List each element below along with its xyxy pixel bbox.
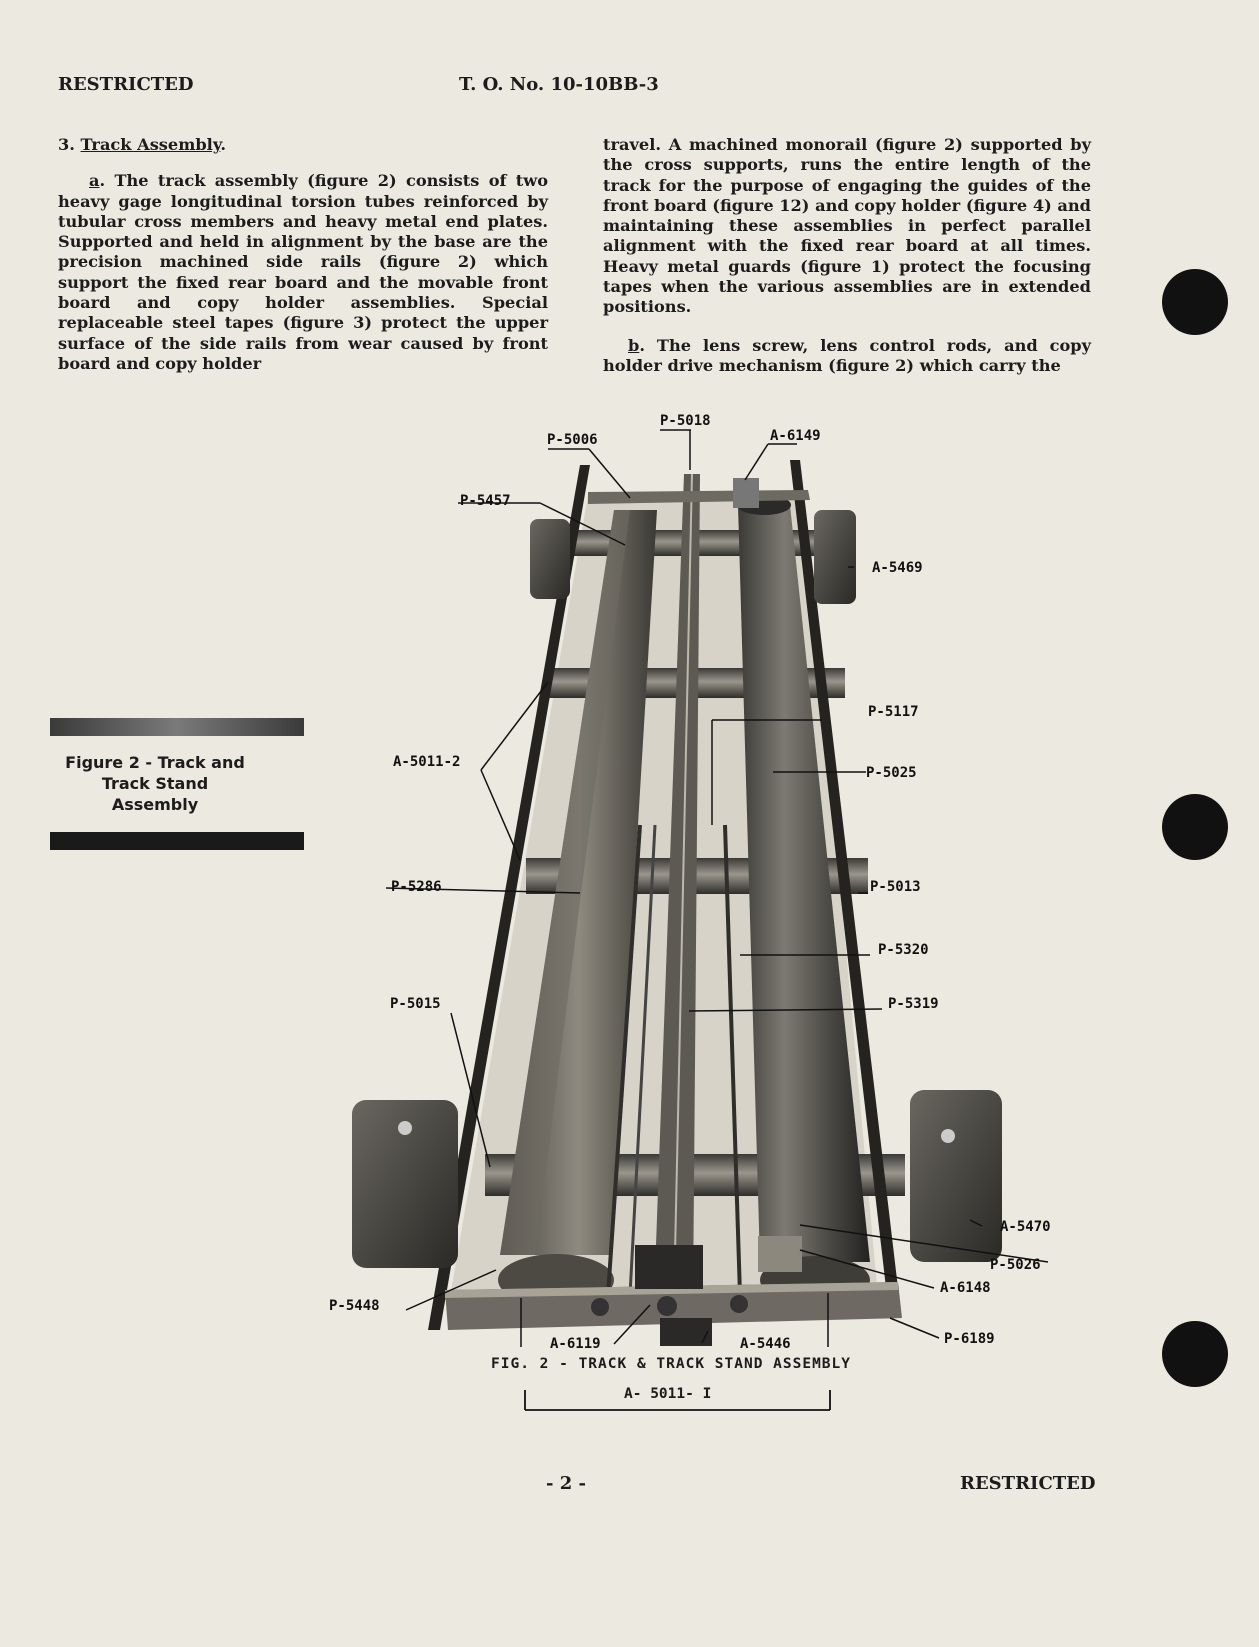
bottom-right-foot [910, 1090, 1002, 1262]
callout-a6119: A-6119 [550, 1336, 601, 1352]
callout-p5117: P-5117 [868, 704, 919, 720]
callout-p5319: P-5319 [888, 996, 939, 1012]
drive-gear [591, 1298, 609, 1316]
callout-p5013: P-5013 [870, 879, 921, 895]
callout-p6189: P-6189 [944, 1331, 995, 1347]
paragraph-continued: travel. A machined monorail (figure 2) supported by the cross supports, runs the entire length of the track for the purpose of engaging the guides of the front board (figure 12) and copy holder (figure 4) and maintaining these assemblies in perfect parallel alignment with the fixed rear board at all times. Heavy metal guards (figure 1) protect the focusing tapes when the various assemblies are in extended positions. [603, 135, 1091, 317]
callout-p5025: P-5025 [866, 765, 917, 781]
paragraph-a: a. The track assembly (figure 2) consists of two heavy gage longitudinal torsion tubes reinforced by tubular cross members and heavy metal end plates. Supported and held in alignment by the base are the precision machined side rails (figure 2) which support the fixed rear board and the movable front board and copy holder assemblies. Special replaceable steel tapes (figure 3) protect the upper surface of the side rails from wear caused by front board and copy holder [58, 171, 548, 373]
callout-p5320: P-5320 [878, 942, 929, 958]
top-bracket [733, 478, 759, 508]
caption-line-3: Assembly [111, 795, 199, 814]
footer-right: RESTRICTED [960, 1473, 1096, 1494]
callout-p5448: P-5448 [329, 1298, 380, 1314]
callout-p5018: P-5018 [660, 413, 711, 429]
figure-assembly-number: A- 5011- I [624, 1386, 712, 1402]
drive-gear [730, 1295, 748, 1313]
paragraph-a-label: a [89, 171, 100, 191]
bearing-block [758, 1236, 802, 1272]
paragraph-b-label: b [628, 335, 640, 355]
caption-line-2: Track Stand [101, 774, 209, 793]
caption-line-1: Figure 2 - Track and [65, 753, 245, 772]
section-title: Track Assembly [80, 135, 221, 154]
top-right-foot [814, 510, 856, 604]
paragraph-b: b. The lens screw, lens control rods, and copy holder drive mechanism (figure 2) which carry the [603, 335, 1091, 375]
callout-p5457: P-5457 [460, 493, 511, 509]
drive-gear [657, 1296, 677, 1316]
header-center: T. O. No. 10-10BB-3 [459, 74, 659, 95]
callout-p5026: P-5026 [990, 1257, 1041, 1273]
callout-a6148: A-6148 [940, 1280, 991, 1296]
callout-p5015: P-5015 [390, 996, 441, 1012]
callout-a5470: A-5470 [1000, 1219, 1051, 1235]
figure-title: FIG. 2 - TRACK & TRACK STAND ASSEMBLY [491, 1356, 852, 1372]
callout-a5011-2: A-5011-2 [393, 754, 461, 770]
callout-a6149: A-6149 [770, 428, 821, 444]
header-left: RESTRICTED [58, 74, 194, 95]
drive-housing [635, 1245, 703, 1289]
section-heading: 3. Track Assembly. [58, 135, 227, 154]
page-number: - 2 - [546, 1473, 586, 1494]
callout-a5469: A-5469 [872, 560, 923, 576]
callout-a5446: A-5446 [740, 1336, 791, 1352]
callout-p5286: P-5286 [391, 879, 442, 895]
callout-p5006: P-5006 [547, 432, 598, 448]
section-number: 3. [58, 135, 75, 154]
drive-base [660, 1318, 712, 1346]
top-left-foot [530, 519, 570, 599]
